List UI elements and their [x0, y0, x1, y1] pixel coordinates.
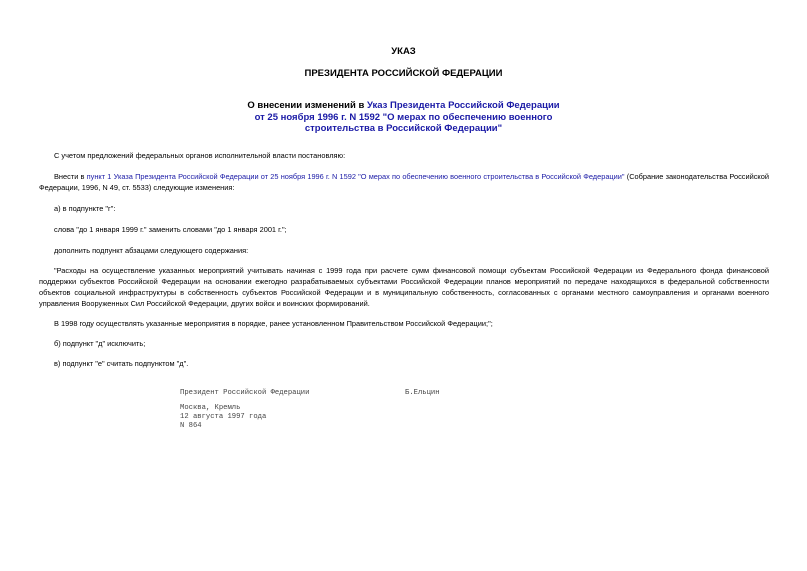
signature-name: Б.Ельцин	[405, 389, 440, 397]
issuer-heading: ПРЕЗИДЕНТА РОССИЙСКОЙ ФЕДЕРАЦИИ	[304, 68, 503, 79]
paragraph-amendment-intro: Внести в пункт 1 Указа Президента Российской Федерации от 25 ноября 1996 г. N 1592 "О мерах по обеспечению военного строительства в Российской Федерации" (Собрание законодательства Российской Федерации, 1996, N 49, ст. 5533) следующие изменения:	[39, 172, 769, 192]
subject-link-line1[interactable]: Указ Президента Российской Федерации	[366, 100, 560, 111]
decree-point-link[interactable]: пункт 1 Указа Президента Российской Федерации от 25 ноября 1996 г. N 1592 "О мерах по обеспечению военного строительства в Российской Федерации"	[86, 172, 625, 181]
paragraph-words-replace: слова "до 1 января 1999 г." заменить словами "до 1 января 2001 г.";	[54, 225, 287, 234]
paragraph-preamble: С учетом предложений федеральных органов исполнительной власти постановляю:	[54, 151, 346, 160]
subject-link-line2[interactable]: от 25 ноября 1996 г. N 1592 "О мерах по обеспечению военного	[254, 111, 553, 123]
paragraph-1998-measures: В 1998 году осуществлять указанные мероприятия в порядке, ранее установленном Правительством Российской Федерации;";	[54, 319, 493, 328]
signing-date: 12 августа 1997 года	[180, 413, 267, 421]
subject-prefix: О внесении изменений в	[247, 100, 367, 111]
doc-type-heading: УКАЗ	[391, 46, 416, 57]
paragraph-quoted-text: "Расходы на осуществление указанных мероприятий учитывать начиная с 1999 года при расчете сумм финансовой помощи субъектам Российской Федерации из Федерального фонда финансовой поддержки субъектов Российской Федерации на основании ежегодно разрабатываемых субъектами Российской Федерации планов мероприятий по передаче находящихся в федеральной собственности объектов социальной инфраструктуры в собственность субъектов Российской Федерации и в муниципальную собственность, согласованных с органами местного самоуправления и органами военного управления Вооруженных Сил Российской Федерации, других войск и воинских формирований.	[39, 266, 769, 308]
paragraph-supplement: дополнить подпункт абзацами следующего содержания:	[54, 246, 249, 255]
signing-place: Москва, Кремль	[180, 404, 241, 412]
document-subject	[0, 100, 807, 135]
decree-number: N 864	[180, 422, 202, 430]
subject-link-line3[interactable]: строительства в Российской Федерации"	[304, 123, 503, 134]
paragraph-subpoint-d: б) подпункт "д" исключить;	[54, 339, 146, 348]
paragraph-subpoint-e: в) подпункт "е" считать подпунктом "д".	[54, 359, 189, 368]
paragraph-subpoint-g: а) в подпункте "г":	[54, 204, 116, 213]
signature-position: Президент Российской Федерации	[180, 389, 310, 397]
